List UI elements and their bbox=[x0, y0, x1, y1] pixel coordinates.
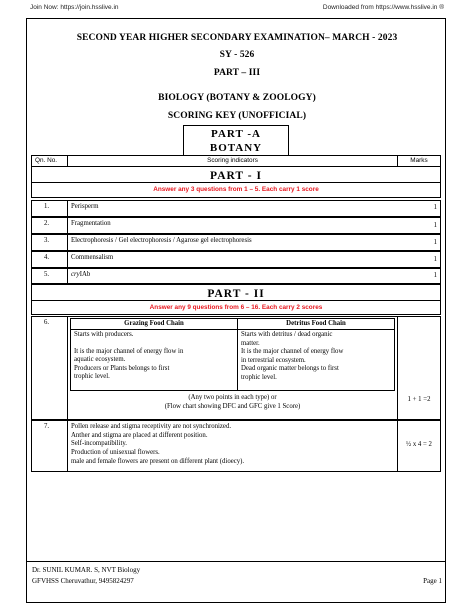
q5-answer-rest: IAb bbox=[79, 271, 91, 278]
q6-number: 6. bbox=[31, 316, 68, 420]
gfc-line-3: It is the major channel of energy flow in bbox=[74, 347, 184, 355]
q4-marks: 1 bbox=[397, 251, 441, 268]
top-right-link[interactable]: Downloaded from https://www.hsslive.in ® bbox=[322, 4, 444, 11]
part-a-sub: BOTANY bbox=[209, 141, 263, 154]
subject-title: BIOLOGY (BOTANY & ZOOLOGY) bbox=[158, 93, 316, 103]
q5-number: 5. bbox=[31, 268, 68, 284]
top-left-link[interactable]: Join Now: https://join.hsslive.in bbox=[30, 4, 119, 11]
q1-answer: Perisperm bbox=[67, 200, 441, 217]
footer-school: GFVHSS Cheruvathur, 9495824297 bbox=[32, 577, 134, 585]
q7-marks: ½ x 4 = 2 bbox=[397, 420, 441, 472]
q6-notes bbox=[67, 394, 398, 412]
q3-answer: Electrophoresis / Gel electrophoresis / Agarose gel electrophoresis bbox=[67, 234, 441, 251]
exam-code: SY - 526 bbox=[219, 50, 255, 60]
q4-answer: Commensalism bbox=[67, 251, 441, 268]
page-number: Page 1 bbox=[423, 577, 442, 585]
q5-marks: 1 bbox=[397, 268, 441, 284]
part-three: PART – III bbox=[213, 68, 261, 78]
part1-title: PART - I bbox=[210, 170, 262, 182]
q6-marks-cell bbox=[397, 316, 441, 420]
dfc-head: Detritus Food Chain bbox=[238, 319, 394, 330]
q1-number: 1. bbox=[31, 200, 68, 217]
dfc-line-2: matter. bbox=[241, 339, 260, 347]
q7-line-2: Anther and stigma are placed at different position. bbox=[71, 431, 208, 439]
q2-answer: Fragmentation bbox=[67, 217, 441, 234]
scoring-key-title: SCORING KEY (UNOFFICIAL) bbox=[167, 111, 307, 121]
q7-number: 7. bbox=[31, 420, 68, 472]
q7-line-3: Self-incompatibility. bbox=[71, 440, 128, 448]
part2-instruction: Answer any 9 questions from 6 – 16. Each carry 2 scores bbox=[31, 300, 441, 315]
q2-marks: 1 bbox=[397, 217, 441, 234]
q3-number: 3. bbox=[31, 234, 68, 251]
q2-number: 2. bbox=[31, 217, 68, 234]
gfc-line-6: trophic level. bbox=[74, 373, 110, 381]
dfc-line-6: trophic level. bbox=[241, 373, 277, 381]
q1-marks: 1 bbox=[397, 200, 441, 217]
footer-author: Dr. SUNIL KUMAR. S, NVT Biology bbox=[32, 566, 141, 574]
part2-title-box bbox=[31, 284, 441, 301]
dfc-column bbox=[237, 318, 395, 391]
q6-note-2: (Flow chart showing DFC and GFC give 1 Score) bbox=[164, 402, 301, 410]
q6-marks: 1 + 1 =2 bbox=[407, 396, 431, 403]
q3-marks: 1 bbox=[397, 234, 441, 251]
q6-note-1: (Any two points in each type) or bbox=[188, 394, 277, 401]
dfc-line-5: Dead organic matter belongs to first bbox=[241, 365, 339, 373]
footer-divider bbox=[26, 561, 446, 562]
part1-instruction: Answer any 3 questions from 1 – 5. Each carry 1 score bbox=[31, 182, 441, 198]
q7-line-5: male and female flowers are present on different plant (dioecy). bbox=[71, 457, 245, 465]
gfc-line-5: Producers or Plants belongs to first bbox=[74, 364, 170, 372]
col-qn: Qn. No. bbox=[31, 155, 68, 167]
dfc-line-3: It is the major channel of energy flow bbox=[241, 348, 344, 356]
part2-title: PART - II bbox=[207, 288, 265, 300]
q7-line-1: Pollen release and stigma receptivity are not synchronized. bbox=[71, 423, 232, 430]
exam-title: SECOND YEAR HIGHER SECONDARY EXAMINATION– MARCH - 2023 bbox=[76, 33, 398, 43]
q7-answer bbox=[67, 420, 398, 472]
gfc-column bbox=[70, 318, 238, 391]
gfc-gap bbox=[74, 340, 234, 348]
part1-title-box bbox=[31, 166, 441, 183]
q5-answer-italic: cry bbox=[71, 271, 80, 278]
q4-number: 4. bbox=[31, 251, 68, 268]
q5-answer bbox=[67, 268, 441, 284]
part-a-title: PART -A bbox=[211, 128, 261, 140]
col-marks: Marks bbox=[397, 155, 441, 167]
part-a-box bbox=[183, 125, 289, 155]
dfc-line-4: in terrestrial ecosystem. bbox=[241, 356, 306, 364]
col-indicators: Scoring indicators bbox=[67, 155, 398, 167]
gfc-head: Grazing Food Chain bbox=[71, 319, 237, 330]
q7-line-4: Production of unisexual flowers. bbox=[71, 449, 160, 457]
gfc-line-4: aquatic ecosystem. bbox=[74, 356, 126, 364]
gfc-line-1: Starts with producers. bbox=[74, 331, 134, 339]
dfc-line-1: Starts with detritus / dead organic bbox=[241, 331, 333, 339]
